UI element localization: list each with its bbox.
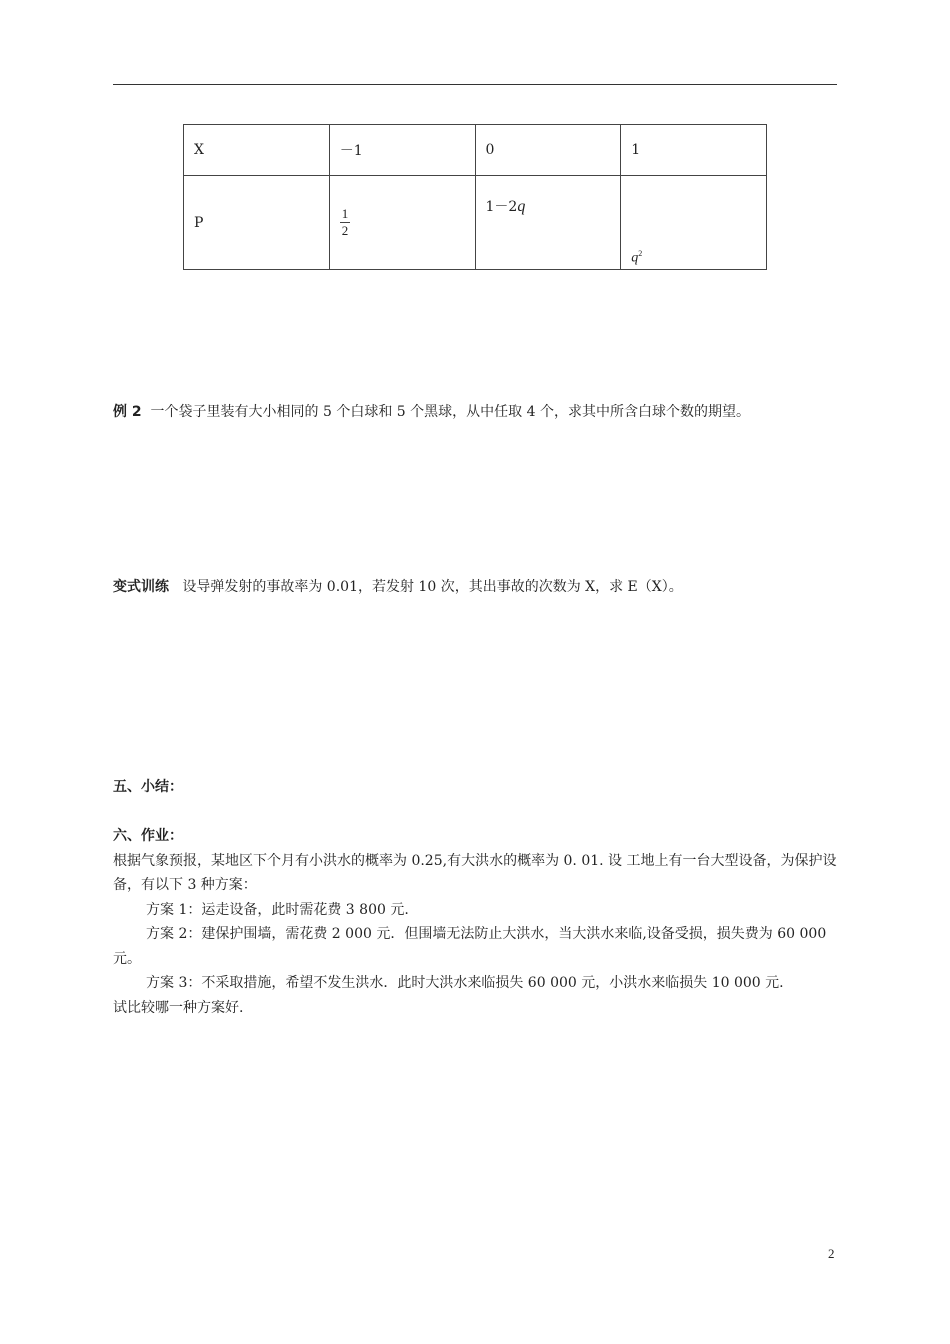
homework-section [113,824,837,1020]
q-var: q [631,251,639,266]
table-row-x [184,125,767,176]
cell-p-half [329,176,475,270]
cell-p-q2 [621,176,767,270]
homework-plan-1: 方案 1：运走设备，此时需花费 3 800 元. [146,901,409,918]
page-number: 2 [828,1246,835,1261]
homework-heading: 六、作业： [113,828,183,844]
summary-heading: 五、小结： [113,779,183,795]
p-mid-var: q [517,198,526,215]
variant-label: 变式训练 [113,579,169,595]
variant-training [113,575,683,599]
example-2 [113,400,750,424]
q-exponent: 2 [638,249,643,259]
homework-intro: 根据气象预报，某地区下个月有小洪水的概率为 0.25,有大洪水的概率为 0. 01. 设 工地上有一台大型设备，为保护设备，有以下 3 种方案： [113,852,837,893]
distribution-table [183,124,767,270]
homework-plan-2: 方案 2：建保护围墙，需花费 2 000 元．但围墙无法防止大洪水，当大洪水来临,设备受损，损失费为 60 000 元。 [113,926,827,967]
table-row-p [184,176,767,270]
homework-question: 试比较哪一种方案好. [113,999,244,1016]
p-mid-text: 1－2 [485,199,518,215]
header-rule [113,84,837,85]
cell-x-neg1: －1 [329,125,475,176]
fraction-one-half [340,206,351,239]
example-2-text: 一个袋子里装有大小相同的 5 个白球和 5 个黑球，从中任取 4 个，求其中所含白球个数的期望。 [150,404,750,420]
fraction-numerator: 1 [341,206,349,221]
cell-p-mid [475,176,621,270]
cell-x-label: X [184,125,330,176]
example-2-label: 例 2 [113,404,142,420]
q-squared [631,249,642,267]
cell-x-0: 0 [475,125,621,176]
variant-text: 设导弹发射的事故率为 0.01，若发射 10 次，其出事故的次数为 X，求 E（X）。 [182,579,683,595]
cell-p-label: P [184,176,330,270]
homework-plan-3: 方案 3：不采取措施，希望不发生洪水．此时大洪水来临损失 60 000 元，小洪水来临损失 10 000 元. [146,975,784,991]
fraction-denominator: 2 [341,223,349,238]
cell-x-1: 1 [621,125,767,176]
